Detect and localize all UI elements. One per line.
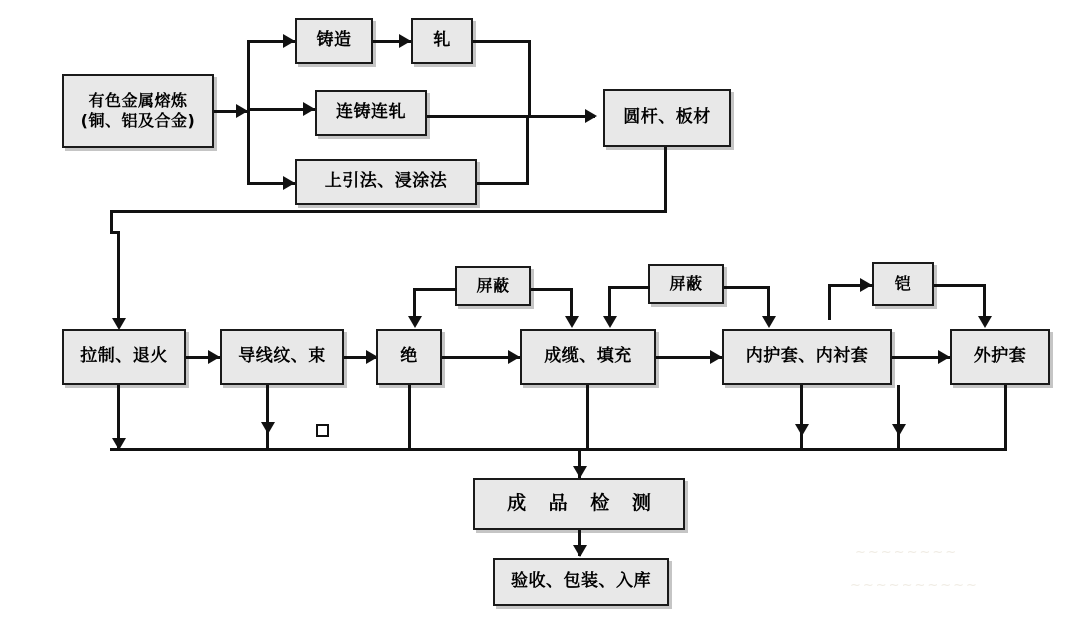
node-smelting-label-line2: (铜、铝及合金) [80, 111, 196, 130]
connector-shield2-right-down [767, 286, 770, 320]
arrowhead-draw-to-strand [208, 350, 220, 364]
arrowhead-outer-down [892, 424, 906, 436]
node-draw-anneal [62, 329, 186, 385]
connector-bus-vertical [247, 40, 250, 183]
connector-cable-down [586, 385, 589, 449]
connector-contcast-to-rod [427, 115, 595, 118]
node-insulate [376, 329, 442, 385]
connector-rolling-right [473, 40, 531, 43]
node-inner-sheath [722, 329, 892, 385]
arrowhead-inner-down [795, 424, 809, 436]
node-acceptance-label: 验收、包装、入库 [511, 571, 651, 592]
node-continuous-cast-roll-label: 连铸连轧 [336, 102, 406, 123]
node-inner-sheath-label: 内护套、内衬套 [745, 346, 869, 367]
arrowhead-shield1-to-insulate [408, 316, 422, 328]
connector-updraw-up [526, 115, 529, 182]
arrowhead-cable-to-inner [710, 350, 722, 364]
arrowhead-bus-to-updraw [283, 176, 295, 190]
node-armor [872, 262, 934, 306]
arrowhead-inner-to-outer [938, 350, 950, 364]
node-final-inspection-label: 成 品 检 测 [507, 492, 659, 515]
connector-updraw-right [477, 182, 529, 185]
node-cable-fill [520, 329, 656, 385]
arrowhead-casting-to-rolling [399, 34, 411, 48]
stray-square-marker [316, 424, 329, 437]
node-rod-plate-label: 圆杆、板材 [623, 107, 711, 128]
connector-outer-down [897, 385, 900, 449]
connector-rod-left [110, 210, 667, 213]
watermark-text-2: ~~~~~~~~~~ [850, 578, 979, 593]
connector-rod-down [664, 147, 667, 213]
arrowhead-inspection-to-acceptance [573, 545, 587, 557]
connector-shield1-left-out [413, 288, 457, 291]
node-outer-sheath [950, 329, 1050, 385]
arrowhead-bus-to-contcast [303, 102, 315, 116]
node-smelting-label-line1: 有色金属熔炼 [88, 91, 188, 110]
node-shield-2 [648, 264, 724, 304]
node-rod-plate [603, 89, 731, 147]
node-acceptance [493, 558, 669, 606]
connector-shield2-left-out [608, 286, 650, 289]
node-casting-label: 铸造 [316, 30, 352, 51]
node-shield-1 [455, 266, 531, 306]
node-cable-fill-label: 成缆、填充 [544, 346, 632, 367]
arrowhead-strand-down [261, 422, 275, 434]
node-strand-bunch [220, 329, 344, 385]
node-strand-bunch-label: 导线纹、束 [238, 346, 326, 367]
connector-armor-right-down [983, 284, 986, 320]
node-final-inspection [473, 478, 685, 530]
arrowhead-shield1-to-cable [565, 316, 579, 328]
node-rolling-label: 轧 [433, 30, 451, 51]
arrowhead-contcast-to-rod [585, 109, 597, 123]
node-up-draw-dip [295, 159, 477, 205]
connector-armor-left-down [828, 284, 831, 320]
node-draw-anneal-label: 拉制、退火 [80, 346, 168, 367]
connector-rod-down-to-draw [117, 231, 120, 325]
connector-shield2-left-down [608, 286, 611, 320]
node-casting [295, 18, 373, 64]
node-rolling [411, 18, 473, 64]
arrowhead-armor-in [860, 278, 872, 292]
node-shield-1-label: 屏蔽 [476, 276, 510, 295]
node-continuous-cast-roll [315, 90, 427, 136]
arrowhead-armor-to-outer [978, 316, 992, 328]
arrowhead-draw-down [112, 438, 126, 450]
arrowhead-shield2-to-cable [603, 316, 617, 328]
node-insulate-label: 绝 [400, 346, 418, 367]
arrowhead-bus-to-inspection [573, 466, 587, 478]
node-outer-sheath-label: 外护套 [973, 346, 1027, 367]
connector-inner-down [800, 385, 803, 449]
connector-outer-sheath-down [1004, 385, 1007, 449]
node-armor-label: 铠 [894, 274, 912, 293]
arrowhead-insulate-to-cable [508, 350, 520, 364]
node-shield-2-label: 屏蔽 [669, 274, 703, 293]
connector-armor-right-out [934, 284, 986, 287]
node-smelting [62, 74, 214, 148]
connector-rolling-down [528, 40, 531, 118]
arrowhead-shield2-to-inner [762, 316, 776, 328]
arrowhead-bus-to-casting [283, 34, 295, 48]
node-up-draw-dip-label: 上引法、浸涂法 [324, 171, 448, 192]
connector-shield2-right-out [724, 286, 770, 289]
watermark-text: ~~~~~~~~ [855, 545, 959, 560]
connector-insulate-down [408, 385, 411, 449]
connector-strand-down [266, 385, 269, 449]
connector-shield1-right-out [531, 288, 573, 291]
connector-collector-bus [110, 448, 1007, 451]
